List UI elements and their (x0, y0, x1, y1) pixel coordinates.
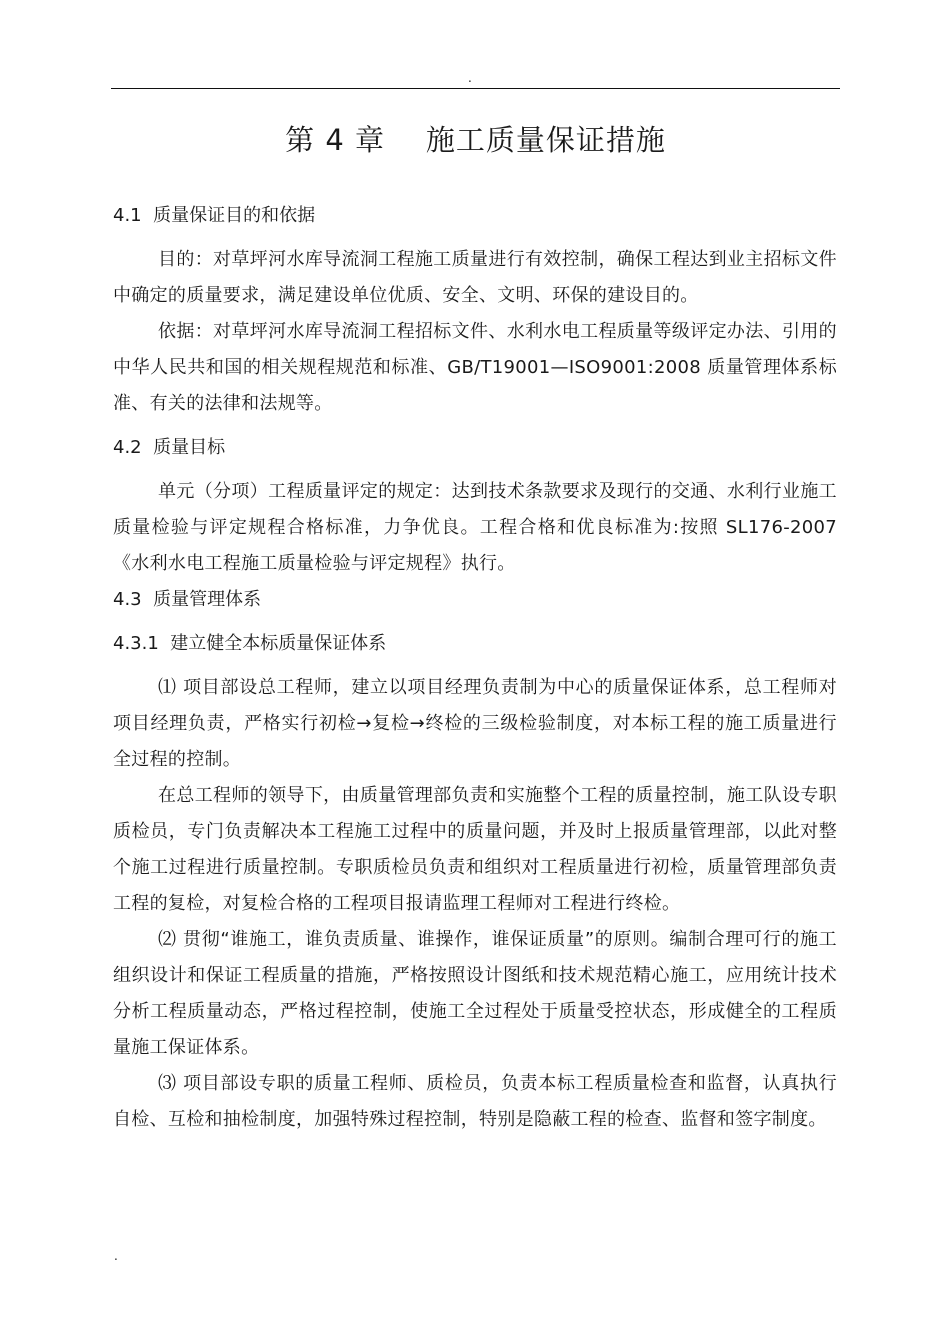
section-4-2-heading: 4.2 质量目标 (113, 437, 226, 458)
chapter-title: 第 4 章 施工质量保证措施 (285, 123, 666, 157)
footer-mark: . (114, 1249, 118, 1263)
section-4-2-target-paragraph: 单元（分项）工程质量评定的规定：达到技术条款要求及现行的交通、水利行业施工质量检验与评定规程合格标准，力争优良。工程合格和优良标准为:按照 SL176-2007《水利水电工程施工质量检验与评定规程》执行。 (113, 481, 837, 574)
document-body (113, 198, 837, 1138)
section-4-3-1-item-1-detail: 在总工程师的领导下，由质量管理部负责和实施整个工程的质量控制，施工队设专职质检员，专门负责解决本工程施工过程中的质量问题，并及时上报质量管理部，以此对整个施工过程进行质量控制。专职质检员负责和组织对工程质量进行初检，质量管理部负责工程的复检，对复检合格的工程项目报请监理工程师对工程进行终检。 (113, 785, 837, 914)
section-4-3-1-item-2: ⑵ 贯彻“谁施工，谁负责质量、谁操作，谁保证质量”的原则。编制合理可行的施工组织设计和保证工程质量的措施，严格按照设计图纸和技术规范精心施工，应用统计技术分析工程质量动态，严格过程控制，使施工全过程处于质量受控状态，形成健全的工程质量施工保证体系。 (113, 929, 837, 1058)
section-4-1-heading: 4.1 质量保证目的和依据 (113, 205, 316, 226)
section-4-1-basis-paragraph: 依据：对草坪河水库导流洞工程招标文件、水利水电工程质量等级评定办法、引用的中华人民共和国的相关规程规范和标准、GB/T19001—ISO9001:2008 质量管理体系标准、有关的法律和法规等。 (113, 321, 837, 414)
section-4-3-1-item-3: ⑶ 项目部设专职的质量工程师、质检员，负责本标工程质量检查和监督，认真执行自检、互检和抽检制度，加强特殊过程控制，特别是隐蔽工程的检查、监督和签字制度。 (113, 1073, 837, 1130)
header-rule (111, 88, 840, 89)
header-mark: . (468, 71, 472, 85)
section-4-3-1-item-1: ⑴ 项目部设总工程师，建立以项目经理负责制为中心的质量保证体系，总工程师对项目经理负责，严格实行初检→复检→终检的三级检验制度，对本标工程的施工质量进行全过程的控制。 (113, 677, 837, 770)
section-4-1-purpose-paragraph: 目的：对草坪河水库导流洞工程施工质量进行有效控制，确保工程达到业主招标文件中确定的质量要求，满足建设单位优质、安全、文明、环保的建设目的。 (113, 249, 837, 306)
section-4-3-heading: 4.3 质量管理体系 (113, 589, 262, 610)
section-4-3-1-heading: 4.3.1 建立健全本标质量保证体系 (113, 633, 387, 654)
